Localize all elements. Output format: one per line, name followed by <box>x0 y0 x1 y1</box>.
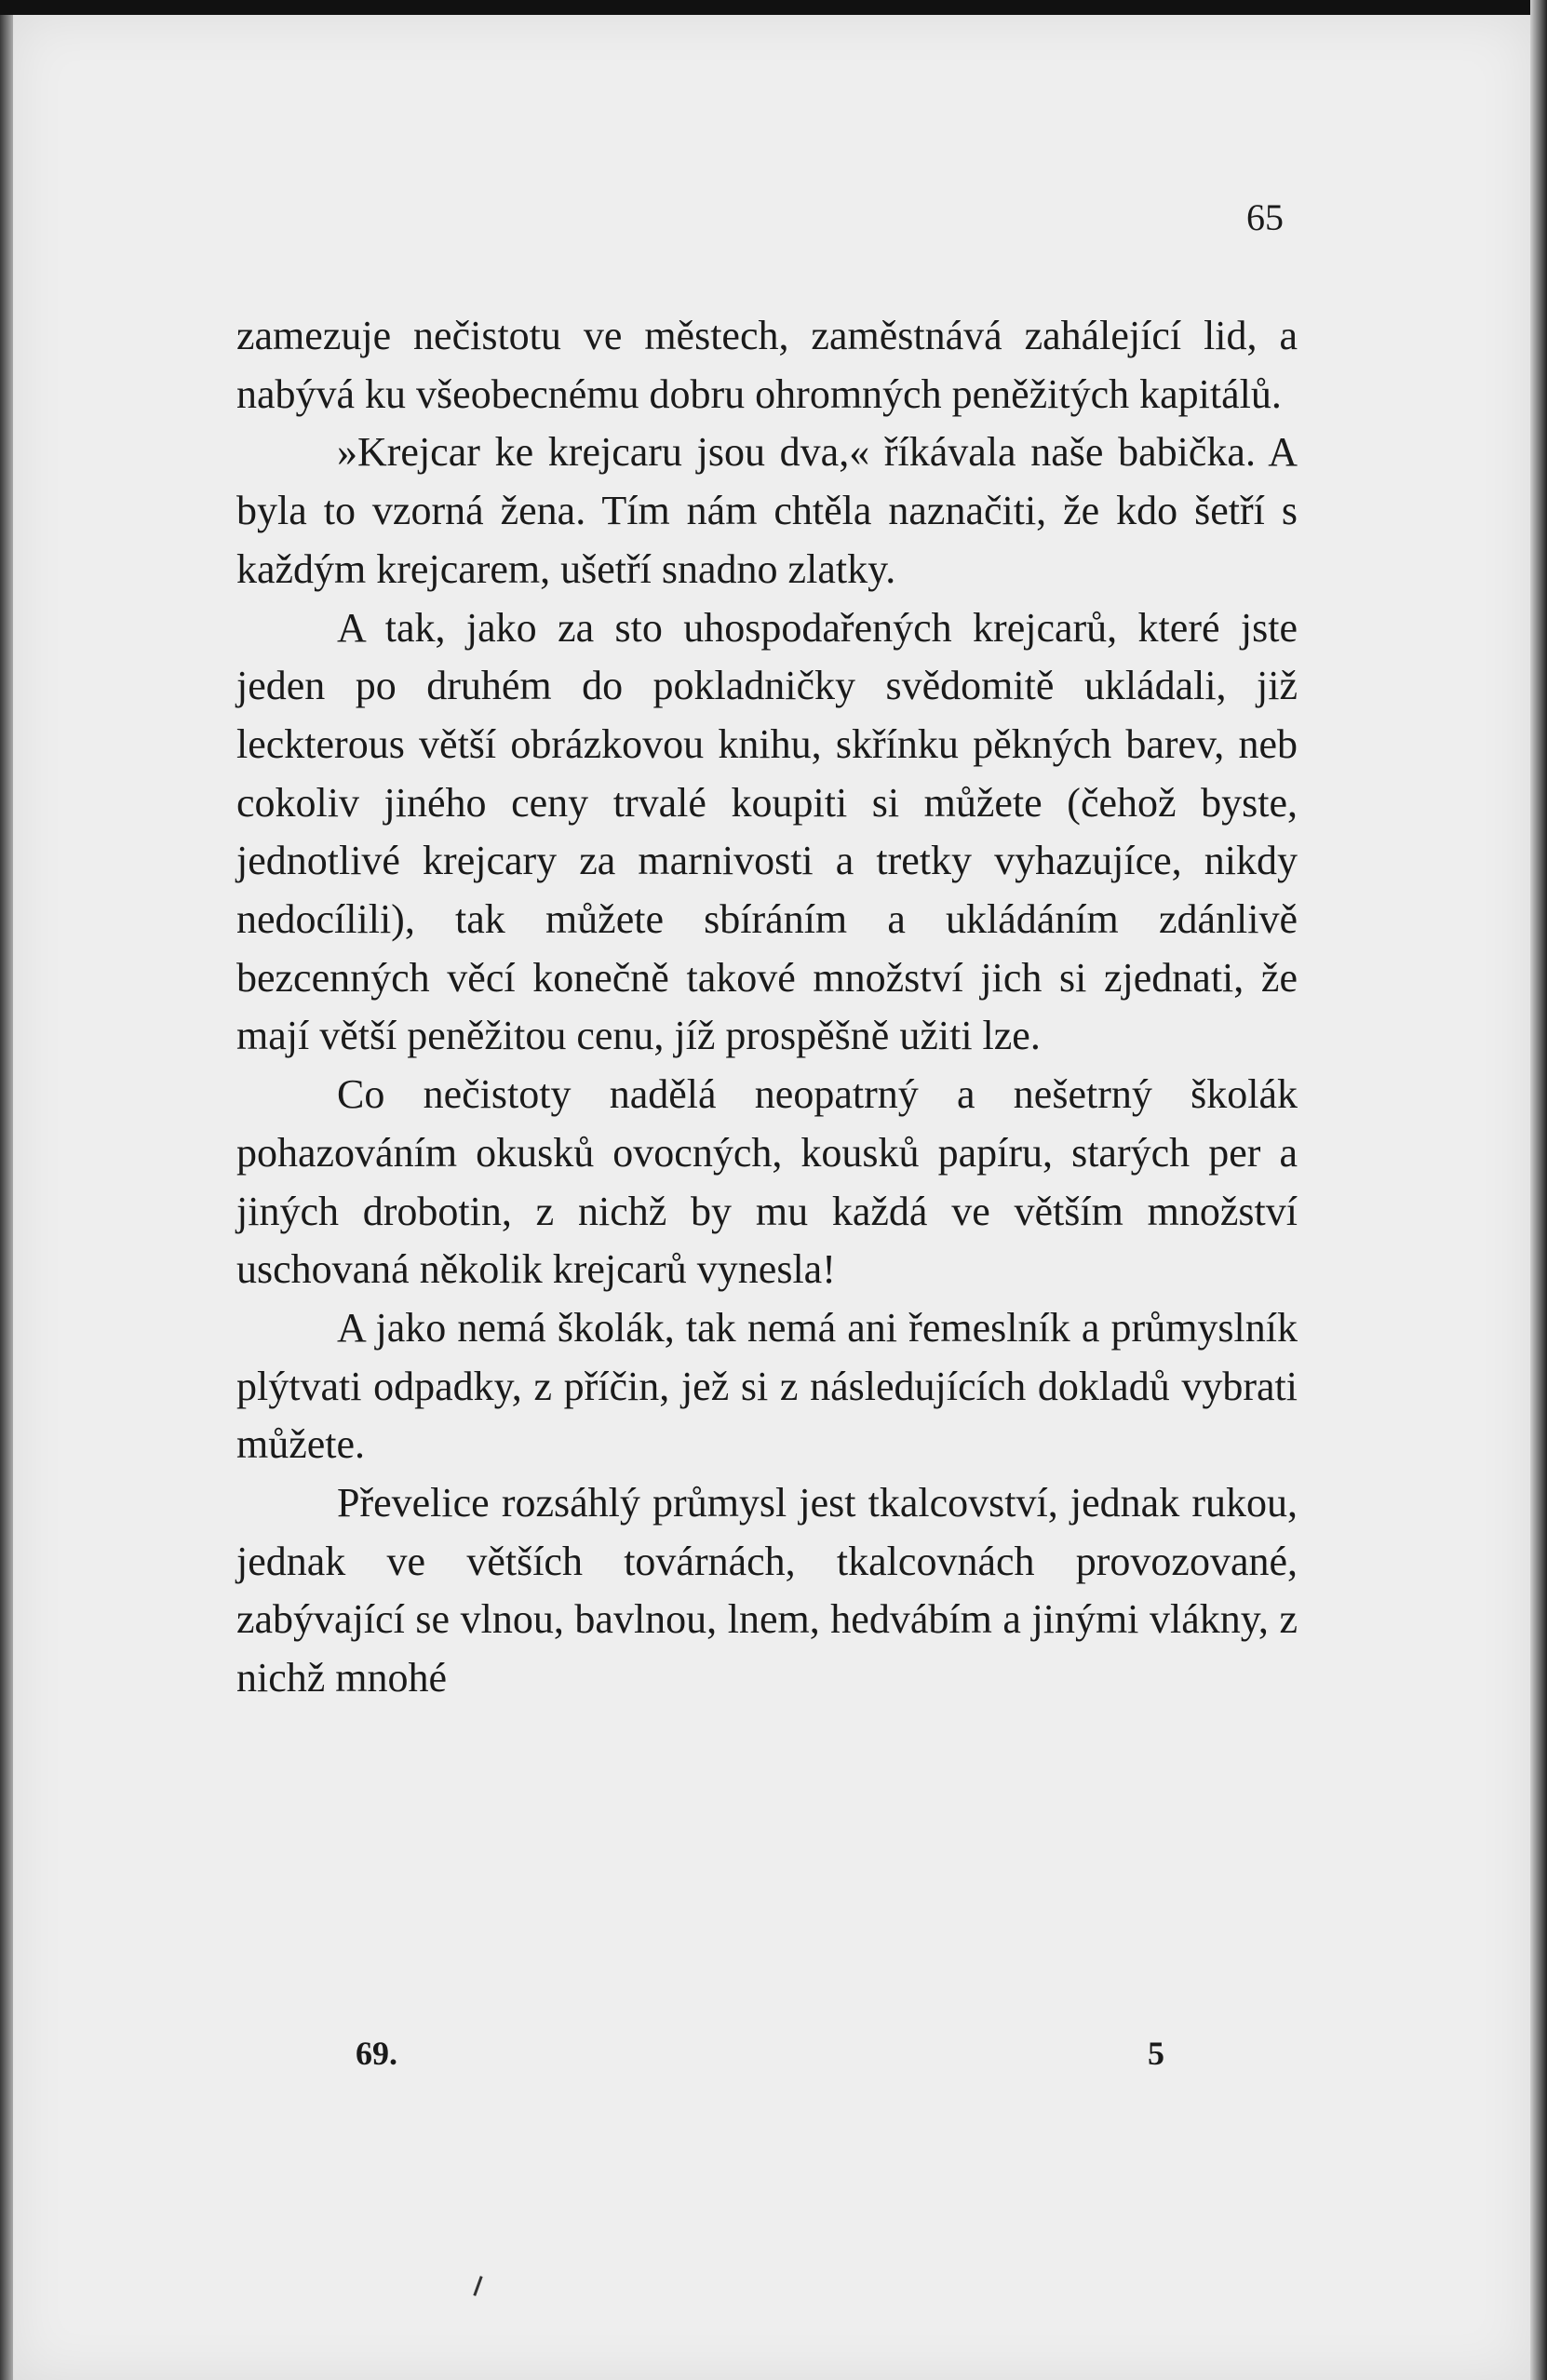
scan-left-edge <box>0 0 13 2380</box>
paragraph-3: A tak, jako za sto uhospodařených krejcarů, které jste jeden po druhém do pokladničky svědomitě ukládali, již leckterous větší obrázkovou knihu, skřínku pěkných barev, neb cokoliv jiného ceny trvalé koupiti si můžete (čehož byste, jednotlivé krejcary za marnivosti a tretky vyhazujíce, nikdy nedocílili), tak můžete sbíráním a ukládáním zdánlivě bezcenných věcí konečně takové množství jich si zjednati, že mají větší peněžitou cenu, jíž prospěšně užiti lze. <box>236 604 1298 1059</box>
body-text <box>236 307 1298 1708</box>
sheet-mark: 5 <box>1148 2035 1164 2072</box>
paragraph-1: zamezuje nečistotu ve městech, zaměstnává zahálející lid, a nabývá ku všeobecnému dobru ohromných peněžitých kapitálů. <box>236 313 1298 417</box>
scan-right-edge <box>1530 0 1547 2380</box>
paragraph-6: Převelice rozsáhlý průmysl jest tkalcovství, jednak rukou, jednak ve větších továrnách, tkalcovnách provozované, zabývající se vlnou, bavlnou, lnem, hedvábím a jinými vlákny, z nichž mnohé <box>236 1480 1298 1701</box>
scan-top-edge <box>0 0 1547 15</box>
paragraph-2: »Krejcar ke krejcaru jsou dva,« říkávala naše babička. A byla to vzorná žena. Tím nám chtěla naznačiti, že kdo šetří s každým krejcarem, ušetří snadno zlatky. <box>236 429 1298 592</box>
signature-mark: 69. <box>356 2035 397 2072</box>
paragraph-4: Co nečistoty nadělá neopatrný a nešetrný školák pohazováním okusků ovocných, kousků papíru, starých per a jiných drobotin, z nichž by mu každá ve větším množství uschovaná několik krejcarů vynesla! <box>236 1071 1298 1293</box>
paragraph-5: A jako nemá školák, tak nemá ani řemeslník a průmyslník plýtvati odpadky, z příčin, jež si z následujících dokladů vybrati můžete. <box>236 1304 1298 1468</box>
page-number: 65 <box>1246 196 1284 238</box>
